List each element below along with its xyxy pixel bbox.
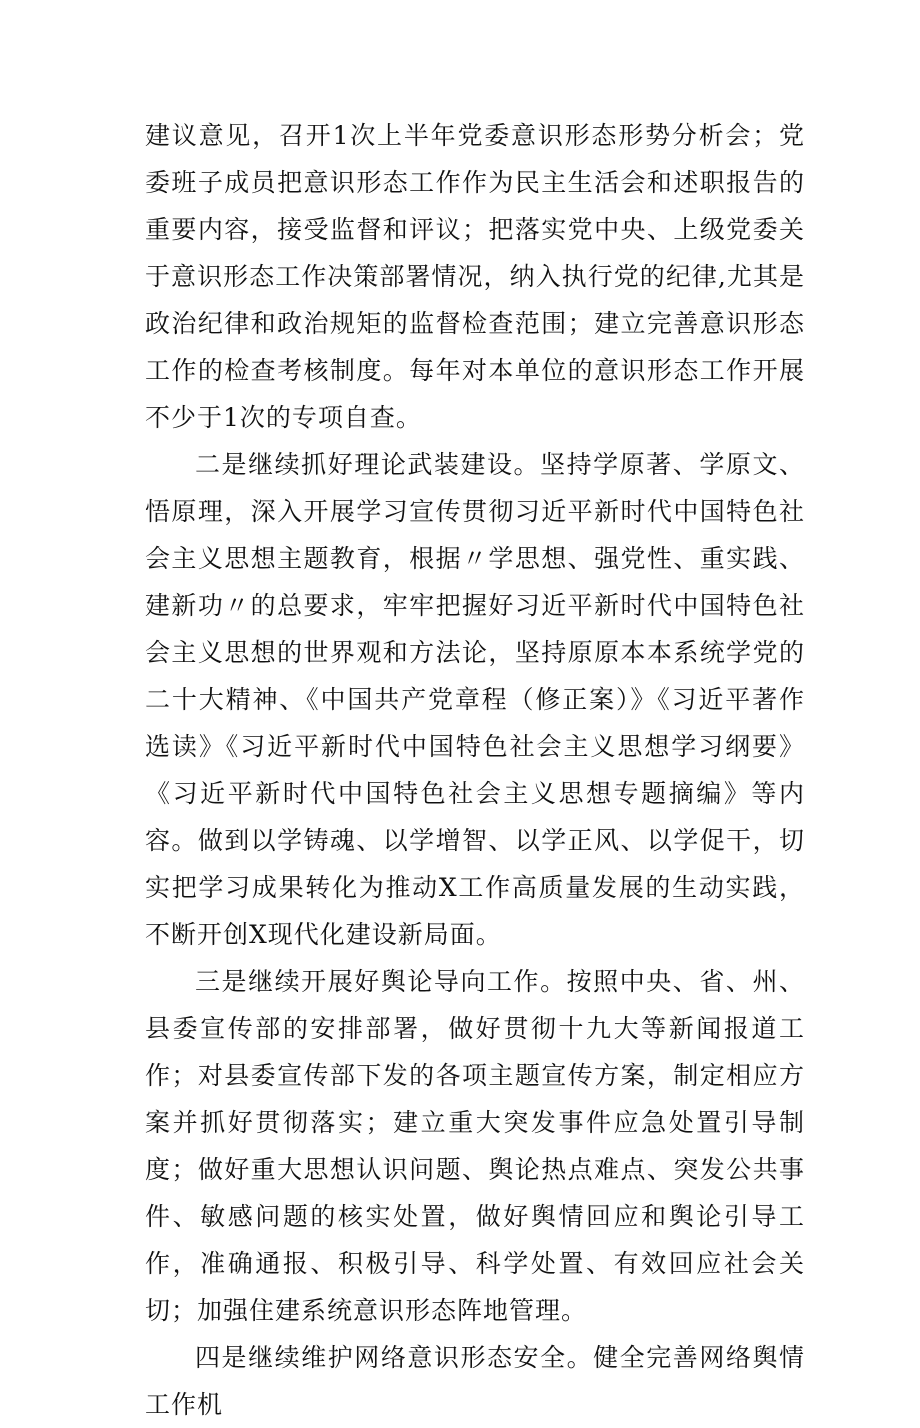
paragraph-theory-study: 二是继续抓好理论武装建设。坚持学原著、学原文、悟原理，深入开展学习宣传贯彻习近平新时代中国特色社会主义思想主题教育，根据〃学思想、强党性、重实践、建新功〃的总要求，牢牢把握好习近平新时代中国特色社会主义思想的世界观和方法论，坚持原原本本系统学党的二十大精神、《中国共产党章程（修正案）》《习近平著作选读》《习近平新时代中国特色社会主义思想学习纲要》《习近平新时代中国特色社会主义思想专题摘编》等内容。做到以学铸魂、以学增智、以学正风、以学促干，切实把学习成果转化为推动X工作高质量发展的生动实践，不断开创X现代化建设新局面。 <box>145 450 805 949</box>
document-body <box>145 112 805 1428</box>
paragraph-public-opinion: 三是继续开展好舆论导向工作。按照中央、省、州、县委宣传部的安排部署，做好贯彻十九大等新闻报道工作；对县委宣传部下发的各项主题宣传方案，制定相应方案并抓好贯彻落实；建立重大突发事件应急处置引导制度；做好重大思想认识问题、舆论热点难点、突发公共事件、敏感问题的核实处置，做好舆情回应和舆论引导工作，准确通报、积极引导、科学处置、有效回应社会关切；加强住建系统意识形态阵地管理。 <box>145 967 805 1325</box>
paragraph-network-security: 四是继续维护网络意识形态安全。健全完善网络舆情工作机 <box>145 1343 805 1419</box>
paragraph-continuation: 建议意见，召开1次上半年党委意识形态形势分析会；党委班子成员把意识形态工作作为民主生活会和述职报告的重要内容，接受监督和评议；把落实党中央、上级党委关于意识形态工作决策部署情况，纳入执行党的纪律,尤其是政治纪律和政治规矩的监督检查范围；建立完善意识形态工作的检查考核制度。每年对本单位的意识形态工作开展不少于1次的专项自查。 <box>145 121 805 432</box>
